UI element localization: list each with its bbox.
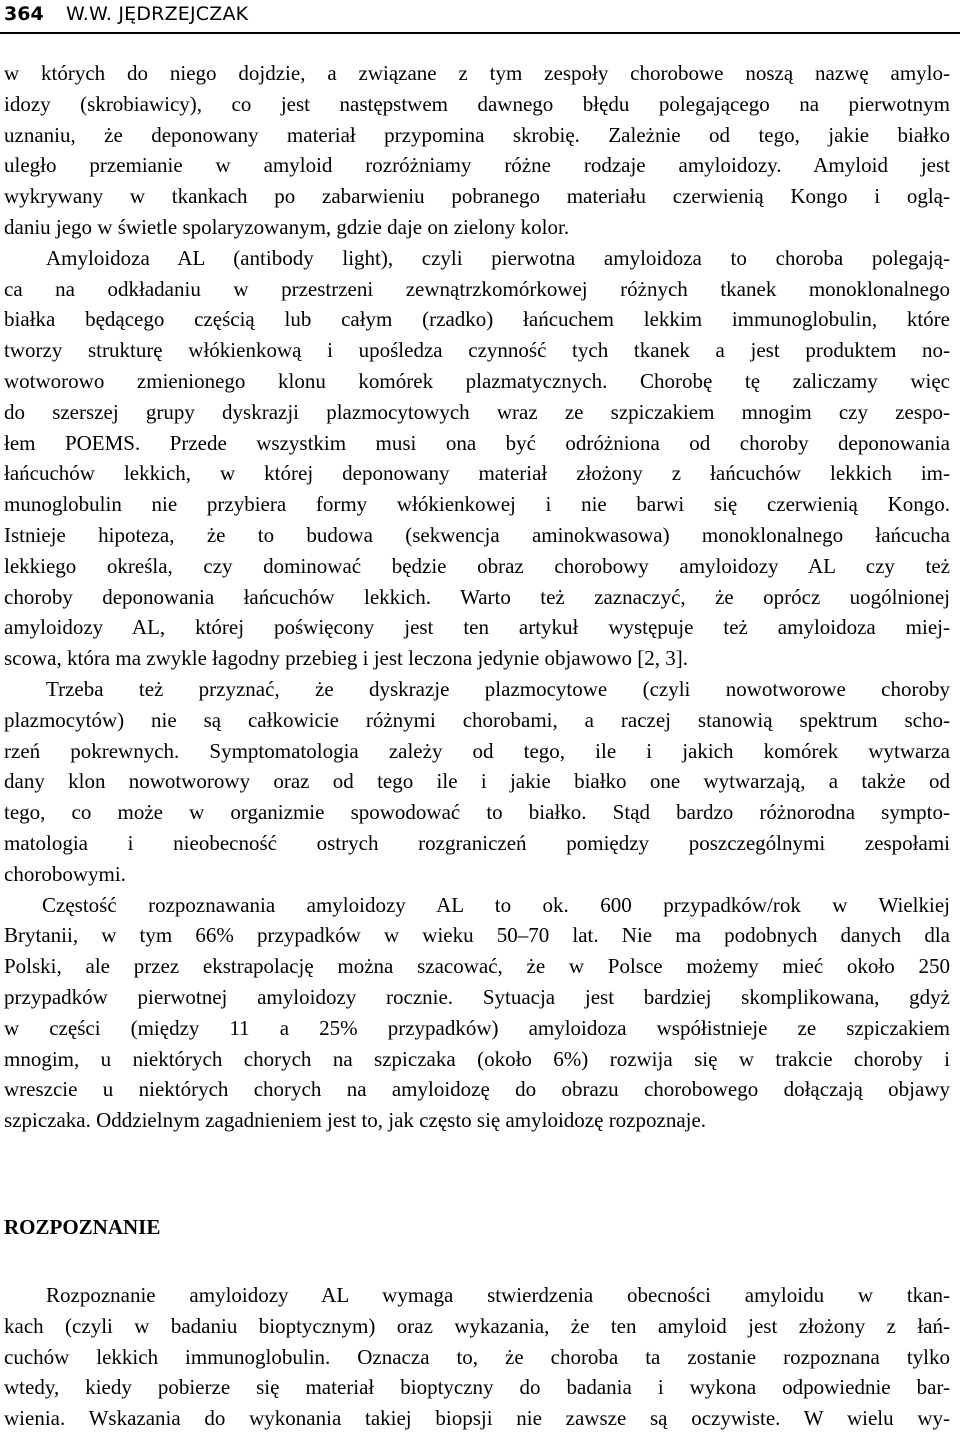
text-line: do szerszej grupy dyskrazji plazmocytowych wraz ze szpiczakiem mnogim czy zespo-	[4, 399, 950, 424]
text-line: idozy (skrobiawicy), co jest następstwem dawnego błędu polegającego na pierwotnym	[4, 91, 950, 116]
text-line: tego, co może w organizmie spowodować to białko. Stąd bardzo różnorodna sympto-	[4, 800, 950, 825]
section-body-text	[4, 1280, 950, 1434]
text-line: wotworowo zmienionego klonu komórek plazmatycznych. Chorobę tę zaliczamy więc	[4, 368, 950, 393]
text-line: dany klon nowotworowy oraz od tego ile i jakie białko one wytwarzają, a także od	[4, 769, 950, 794]
text-line: amyloidozy AL, której poświęcony jest ten artykuł występuje też amyloidoza miej-	[4, 615, 950, 640]
text-line: scowa, która ma zwykle łagodny przebieg i jest leczona jedynie objawowo [2, 3].	[4, 646, 689, 671]
text-line: mnogim, u niektórych chorych na szpiczaka (około 6%) rozwija się w trakcie choroby i	[4, 1046, 950, 1071]
text-line: chorobowymi.	[4, 861, 126, 886]
text-line: łańcuchów lekkich, w której deponowany materiał złożony z łańcuchów lekkich im-	[4, 461, 950, 486]
text-line: Polski, ale przez ekstrapolację można szacować, że w Polsce możemy mieć około 250	[4, 954, 950, 979]
text-line: szpiczaka. Oddzielnym zagadnieniem jest to, jak często się amyloidozę rozpoznaje.	[4, 1108, 707, 1133]
text-line: plazmocytów) nie są całkowicie różnymi chorobami, a raczej stanowią spektrum scho-	[4, 707, 950, 732]
running-head-author: W.W. JĘDRZEJCZAK	[66, 3, 249, 25]
text-line: Brytanii, w tym 66% przypadków w wieku 50–70 lat. Nie ma podobnych danych dla	[4, 923, 950, 948]
text-line: kach (czyli w badaniu bioptycznym) oraz wykazania, że ten amyloid jest złożony z łań-	[4, 1313, 950, 1338]
text-line: lekkiego określa, czy dominować będzie obraz chorobowy amyloidozy AL czy też	[4, 553, 950, 578]
running-header	[0, 0, 960, 32]
text-line: matologia i nieobecność ostrych rozgraniczeń pomiędzy poszczególnymi zespołami	[4, 830, 950, 855]
text-line: choroby deponowania łańcuchów lekkich. Warto też zaznaczyć, że oprócz uogólnionej	[4, 584, 950, 609]
text-line: ca na odkładaniu w przestrzeni zewnątrzkomórkowej różnych tkanek monoklonalnego	[4, 276, 950, 301]
paragraph-first-line: Trzeba też przyznać, że dyskrazje plazmocytowe (czyli nowotworowe choroby	[46, 676, 950, 701]
text-line: wreszcie u niektórych chorych na amyloidozę do obrazu chorobowego dołączają objawy	[4, 1077, 950, 1102]
text-line: wykrywany w tkankach po zabarwieniu pobranego materiału czerwienią Kongo i oglą-	[4, 184, 950, 209]
text-line: białka będącego częścią lub całym (rzadko) łańcuchem lekkim immunoglobulin, które	[4, 307, 950, 332]
text-line: uznaniu, że deponowany materiał przypomina skrobię. Zależnie od tego, jakie białko	[4, 122, 950, 147]
paragraph-first-line: Rozpoznanie amyloidozy AL wymaga stwierdzenia obecności amyloidu w tkan-	[46, 1283, 950, 1307]
page-number: 364	[4, 3, 44, 25]
text-line: tworzy strukturę włókienkową i upośledza czynność tych tkanek a jest produktem no-	[4, 338, 950, 363]
text-line: munoglobulin nie przybiera formy włókienkowej i nie barwi się czerwienią Kongo.	[4, 492, 950, 517]
text-line: Istnieje hipoteza, że to budowa (sekwencja aminokwasowa) monoklonalnego łańcucha	[4, 522, 950, 547]
text-line: wtedy, kiedy pobierze się materiał bioptyczny do badania i wykona odpowiednie bar-	[4, 1375, 950, 1400]
text-line: rzeń pokrewnych. Symptomatologia zależy od tego, ile i jakich komórek wytwarza	[4, 738, 950, 763]
body-text	[4, 58, 950, 1136]
paragraph-first-line: Amyloidoza AL (antibody light), czyli pierwotna amyloidoza to choroba polegają-	[46, 245, 950, 270]
text-line: w których do niego dojdzie, a związane z tym zespoły chorobowe noszą nazwę amylo-	[4, 61, 950, 85]
text-line: wienia. Wskazania do wykonania takiej biopsji nie zawsze są oczywiste. W wielu wy-	[4, 1406, 950, 1431]
header-rule	[0, 32, 960, 34]
text-line: łem POEMS. Przede wszystkim musi ona być odróżniona od choroby deponowania	[4, 430, 950, 455]
paragraph-first-line: Częstość rozpoznawania amyloidozy AL to ok. 600 przypadków/rok w Wielkiej	[42, 892, 950, 917]
text-line: w części (między 11 a 25% przypadków) amyloidoza współistnieje ze szpiczakiem	[4, 1015, 950, 1040]
text-line: przypadków pierwotnej amyloidozy rocznie. Sytuacja jest bardziej skomplikowana, gdyż	[4, 984, 950, 1009]
text-line: uległo przemianie w amyloid rozróżniamy różne rodzaje amyloidozy. Amyloid jest	[4, 153, 950, 178]
text-line: cuchów lekkich immunoglobulin. Oznacza to, że choroba ta zostanie rozpoznana tylko	[4, 1344, 950, 1369]
text-line: daniu jego w świetle spolaryzowanym, gdzie daje on zielony kolor.	[4, 214, 570, 239]
section-heading: ROZPOZNANIE	[4, 1215, 161, 1239]
